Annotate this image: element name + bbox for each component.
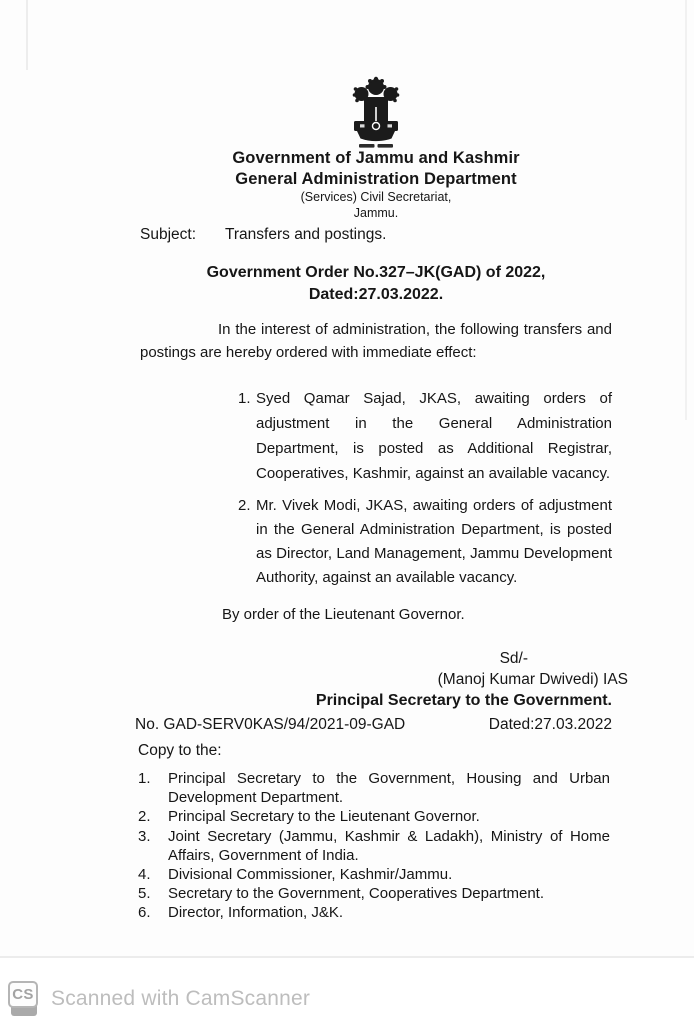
copy-item-number: 5. xyxy=(138,885,151,903)
subject-label: Subject: xyxy=(140,226,197,243)
department-title: General Administration Department xyxy=(235,170,517,188)
copy-item-text: Principal Secretary to the Government, Housing and Urban Development Department. xyxy=(168,770,610,807)
reference-number: No. GAD-SERV0KAS/94/2021-09-GAD xyxy=(135,716,406,733)
signatory-name: (Manoj Kumar Dwivedi) IAS xyxy=(437,671,628,688)
ashoka-lion-capital-icon xyxy=(345,76,407,148)
copy-item-number: 4. xyxy=(138,866,151,884)
signature-block xyxy=(156,648,628,711)
copy-to-label: Copy to the: xyxy=(138,742,222,759)
copy-item-number: 1. xyxy=(138,770,151,787)
order-item-2 xyxy=(140,494,612,590)
order-date-line: Dated:27.03.2022. xyxy=(308,286,444,303)
copy-item-number: 6. xyxy=(138,904,151,922)
by-order-line: By order of the Lieutenant Governor. xyxy=(222,606,465,623)
camscanner-footer xyxy=(8,981,310,1016)
scan-artifact-right-edge xyxy=(685,0,687,420)
government-title: Government of Jammu and Kashmir xyxy=(232,149,520,167)
copy-item-text: Director, Information, J&K. xyxy=(168,904,344,922)
order-item-text: Syed Qamar Sajad, JKAS, awaiting orders of adjustment in the General Administration Department, is posted as Additional Registrar, Cooperatives, Kashmir, against an available vacancy. xyxy=(256,390,612,482)
camscanner-logo-letters: CS xyxy=(8,981,38,1008)
copy-item-3 xyxy=(138,827,610,865)
intro-paragraph: In the interest of administration, the following transfers and postings are hereby ordered with immediate effect: xyxy=(140,321,612,361)
order-item-text: Mr. Vivek Modi, JKAS, awaiting orders of adjustment in the General Administration Department, is posted as Director, Land Management, Jammu Development Authority, against an available vacancy. xyxy=(256,497,612,586)
order-item-number: 2. xyxy=(238,497,251,514)
secretariat-line: (Services) Civil Secretariat, xyxy=(300,190,452,204)
city-line: Jammu. xyxy=(353,205,399,220)
copy-item-6 xyxy=(138,903,610,922)
copy-item-text: Principal Secretary to the Lieutenant Governor. xyxy=(168,808,480,826)
copy-item-4 xyxy=(138,865,610,884)
order-number-line: Government Order No.327–JK(GAD) of 2022, xyxy=(206,264,546,281)
copy-item-number: 2. xyxy=(138,808,151,826)
copy-item-2 xyxy=(138,807,610,826)
camscanner-logo-icon xyxy=(8,981,40,1016)
order-item-1 xyxy=(140,386,612,486)
copy-to-list xyxy=(138,769,610,923)
copy-item-text: Divisional Commissioner, Kashmir/Jammu. xyxy=(168,866,453,884)
letterhead xyxy=(140,148,612,221)
copy-item-text: Secretary to the Government, Cooperatives Department. xyxy=(168,885,545,903)
document-content xyxy=(135,0,628,1024)
copy-item-number: 3. xyxy=(138,827,151,845)
signed-abbreviation: Sd/- xyxy=(499,650,528,667)
subject-value: Transfers and postings. xyxy=(225,226,387,243)
subject-row xyxy=(140,226,612,244)
national-emblem-wrap xyxy=(140,76,612,153)
order-item-number: 1. xyxy=(238,390,251,407)
reference-date: Dated:27.03.2022 xyxy=(488,716,612,733)
camscanner-watermark-text: Scanned with CamScanner xyxy=(51,986,311,1010)
copy-item-text: Joint Secretary (Jammu, Kashmir & Ladakh), Ministry of Home Affairs, Government of India. xyxy=(168,827,610,864)
signatory-designation: Principal Secretary to the Government. xyxy=(315,692,612,709)
order-heading xyxy=(140,262,612,306)
copy-item-1 xyxy=(138,769,610,807)
scan-artifact-left-edge xyxy=(26,0,28,70)
copy-item-5 xyxy=(138,884,610,903)
reference-row xyxy=(135,716,612,734)
